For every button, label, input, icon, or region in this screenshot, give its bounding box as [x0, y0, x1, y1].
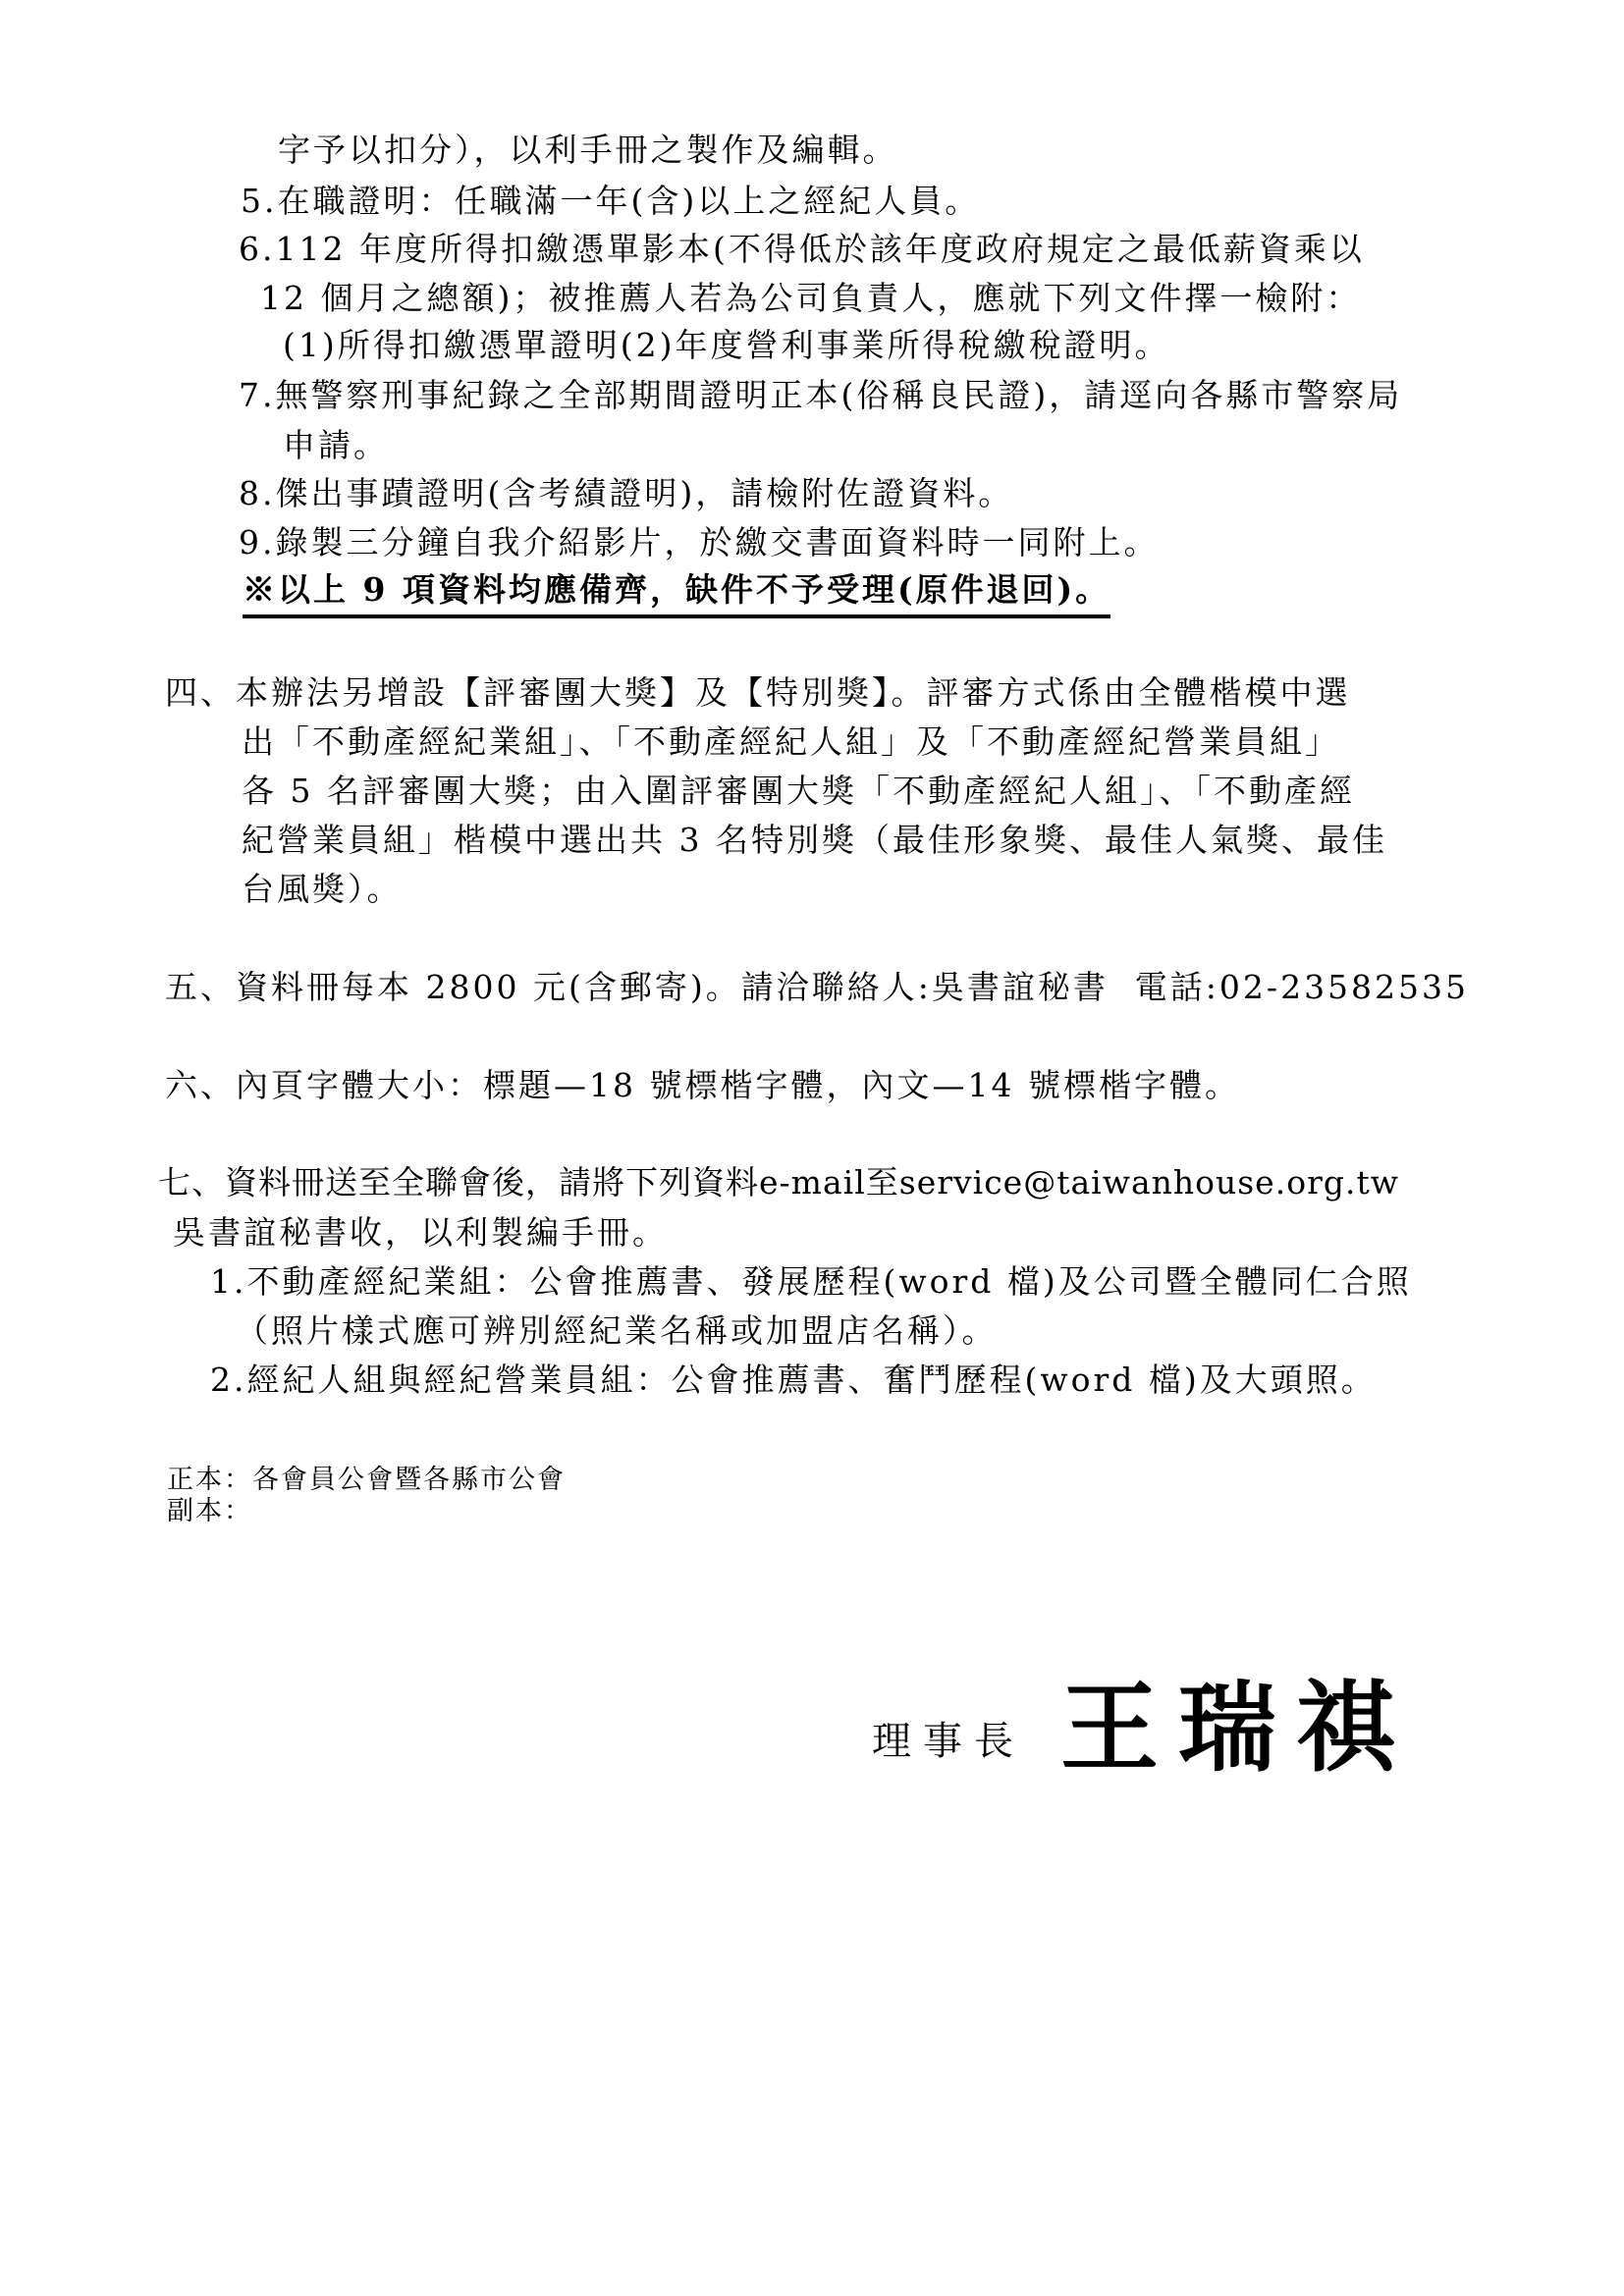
distribution-copy: 副本：: [167, 1496, 252, 1526]
section7-sub1-line2: （照片樣式應可辨別經紀業名稱或加盟店名稱）。: [236, 1311, 998, 1350]
section7-sub1-line1: 1.不動產經紀業組：公會推薦書、發展歷程(word 檔)及公司暨全體同仁合照: [210, 1262, 1412, 1301]
section5-line: 五、資料冊每本 2800 元(含郵寄)。請洽聯絡人:吳書誼秘書 電話:02-23582535: [165, 968, 1470, 1006]
line-item7-1: 7.無警察刑事紀錄之全部期間證明正本(俗稱良民證)，請逕向各縣市警察局: [239, 376, 1403, 414]
line-item9: 9.錄製三分鐘自我介紹影片，於繳交書面資料時一同附上。: [239, 523, 1160, 561]
section7-line1: 七、資料冊送至全聯會後，請將下列資料e-mail至service@taiwanhouse.org.tw: [158, 1163, 1399, 1201]
chairman-title: 理事長: [872, 1719, 1025, 1764]
chairman-signature-name: 王瑞祺: [1060, 1670, 1414, 1786]
section4-line3: 各 5 名評審團大獎；由入圍評審團大獎「不動產經紀人組」、「不動產經: [242, 772, 1355, 810]
section4-line1: 四、本辦法另增設【評審團大獎】及【特別獎】。評審方式係由全體楷模中選: [165, 673, 1351, 712]
distribution-original: 正本：各會員公會暨各縣市公會: [167, 1465, 566, 1495]
section6-line: 六、內頁字體大小：標題—18 號標楷字體，內文—14 號標楷字體。: [165, 1066, 1240, 1104]
section7-sub2-line: 2.經紀人組與經紀營業員組：公會推薦書、奮鬥歷程(word 檔)及大頭照。: [210, 1361, 1377, 1399]
section4-line5: 台風獎）。: [242, 870, 403, 908]
section4-line2: 出「不動產經紀業組」、「不動產經紀人組」及「不動產經紀營業員組」: [242, 722, 1340, 761]
line-item5: 5.在職證明：任職滿一年(含)以上之經紀人員。: [241, 182, 981, 220]
required-documents-note: ※以上 9 項資料均應備齊，缺件不予受理(原件退回)。: [243, 570, 1110, 618]
line-item6-1: 6.112 年度所得扣繳憑單影本(不得低於該年度政府規定之最低薪資乘以: [239, 230, 1365, 268]
line-item4-continuation: 字予以扣分），以利手冊之製作及編輯。: [278, 131, 898, 169]
section7-line2: 吳書誼秘書收，以利製編手冊。: [173, 1213, 668, 1252]
line-item6-3: (1)所得扣繳憑單證明(2)年度營利事業所得稅繳稅證明。: [283, 326, 1170, 364]
line-item8: 8.傑出事蹟證明(含考績證明)，請檢附佐證資料。: [239, 474, 1014, 512]
section4-line4: 紀營業員組」楷模中選出共 3 名特別獎（最佳形象獎、最佳人氣獎、最佳: [242, 821, 1387, 859]
line-item6-2: 12 個月之總額)；被推薦人若為公司負責人，應就下列文件擇一檢附：: [260, 279, 1362, 317]
line-item7-2: 申請。: [283, 426, 389, 464]
